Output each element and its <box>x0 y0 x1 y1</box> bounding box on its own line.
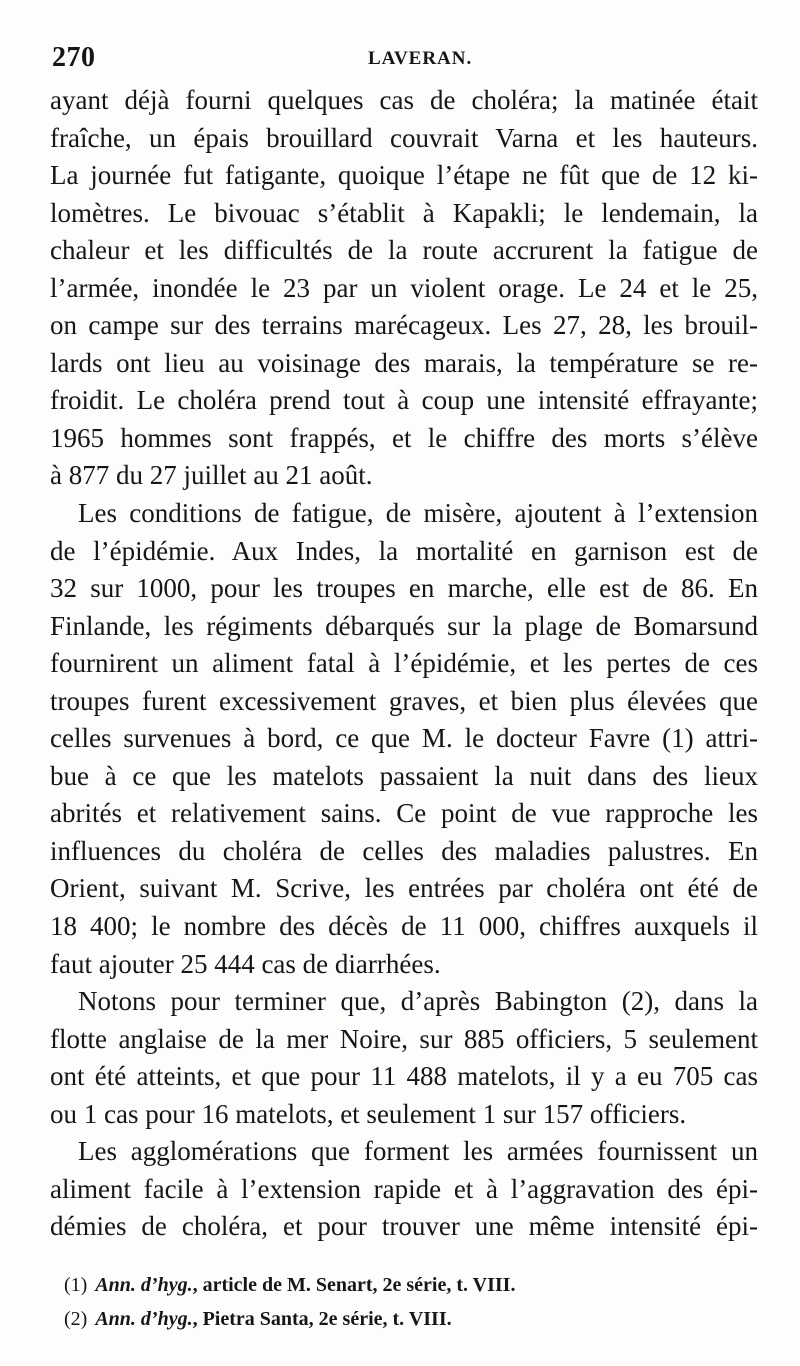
text-line: Orient, suivant M. Scrive, les entrées par choléra ont été de <box>50 873 758 904</box>
text-line: Finlande, les régiments débarqués sur la plage de Bomarsund <box>50 610 758 641</box>
footnote-marker: (2) <box>64 1308 88 1330</box>
text-line: abrités et relativement sains. Ce point de vue rapproche les <box>50 798 758 829</box>
footnote-text: , article de M. Senart, 2e série, t. VIII. <box>192 1274 516 1296</box>
text-line: fraîche, un épais brouillard couvrait Varna et les hauteurs. <box>50 122 758 153</box>
text-line: Les agglomérations que forment les armées fournissent un <box>78 1136 758 1167</box>
text-line: flotte anglaise de la mer Noire, sur 885 officiers, 5 seulement <box>50 1023 758 1054</box>
text-line: faut ajouter 25 444 cas de diarrhées. <box>50 948 441 979</box>
text-line: l’armée, inondée le 23 par un violent orage. Le 24 et le 25, <box>50 272 758 303</box>
text-line: on campe sur des terrains marécageux. Les 27, 28, les brouil- <box>50 310 758 341</box>
text-line: ont été atteints, et que pour 11 488 matelots, il y a eu 705 cas <box>50 1061 758 1092</box>
text-line: lards ont lieu au voisinage des marais, la température se re- <box>50 347 758 378</box>
text-line: de l’épidémie. Aux Indes, la mortalité en garnison est de <box>50 535 758 566</box>
text-line: lomètres. Le bivouac s’établit à Kapakli; le lendemain, la <box>50 197 758 228</box>
text-line: Les conditions de fatigue, de misère, ajoutent à l’extension <box>78 498 758 529</box>
page-number: 270 <box>52 42 96 73</box>
text-line: aliment facile à l’extension rapide et à l’aggravation des épi- <box>50 1173 758 1204</box>
text-line: celles survenues à bord, ce que M. le docteur Favre (1) attri- <box>50 723 758 754</box>
footnotes <box>64 1268 754 1336</box>
text-line: troupes furent excessivement graves, et bien plus élevées que <box>50 685 758 716</box>
text-line: froidit. Le choléra prend tout à coup une intensité effrayante; <box>50 385 758 416</box>
text-line: influences du choléra de celles des maladies palustres. En <box>50 835 758 866</box>
text-line: 18 400; le nombre des décès de 11 000, chiffres auxquels il <box>50 911 758 942</box>
footnote <box>64 1302 754 1336</box>
footnote-journal: Ann. d’hyg. <box>95 1274 193 1296</box>
text-line: Notons pour terminer que, d’après Babington (2), dans la <box>78 986 758 1017</box>
text-line: démies de choléra, et pour trouver une même intensité épi- <box>50 1211 758 1242</box>
text-line: à 877 du 27 juillet au 21 août. <box>50 460 373 491</box>
text-line: ou 1 cas pour 16 matelots, et seulement 1 sur 157 officiers. <box>50 1098 687 1129</box>
page-header <box>50 42 760 78</box>
running-head: LAVERAN. <box>368 48 473 69</box>
text-line: fournirent un aliment fatal à l’épidémie, et les pertes de ces <box>50 648 758 679</box>
text-line: 1965 hommes sont frappés, et le chiffre des morts s’élève <box>50 422 758 453</box>
text-line: ayant déjà fourni quelques cas de choléra; la matinée était <box>50 85 758 115</box>
footnote-text: , Pietra Santa, 2e série, t. VIII. <box>192 1308 452 1330</box>
footnote-journal: Ann. d’hyg. <box>95 1308 193 1330</box>
text-line: 32 sur 1000, pour les troupes en marche, elle est de 86. En <box>50 573 758 604</box>
body-text <box>50 82 758 1246</box>
text-line: La journée fut fatigante, quoique l’étape ne fût que de 12 ki- <box>50 160 758 191</box>
text-line: chaleur et les difficultés de la route accrurent la fatigue de <box>50 235 758 266</box>
footnote <box>64 1268 754 1302</box>
text-line: bue à ce que les matelots passaient la nuit dans des lieux <box>50 760 758 791</box>
footnote-marker: (1) <box>64 1274 88 1296</box>
